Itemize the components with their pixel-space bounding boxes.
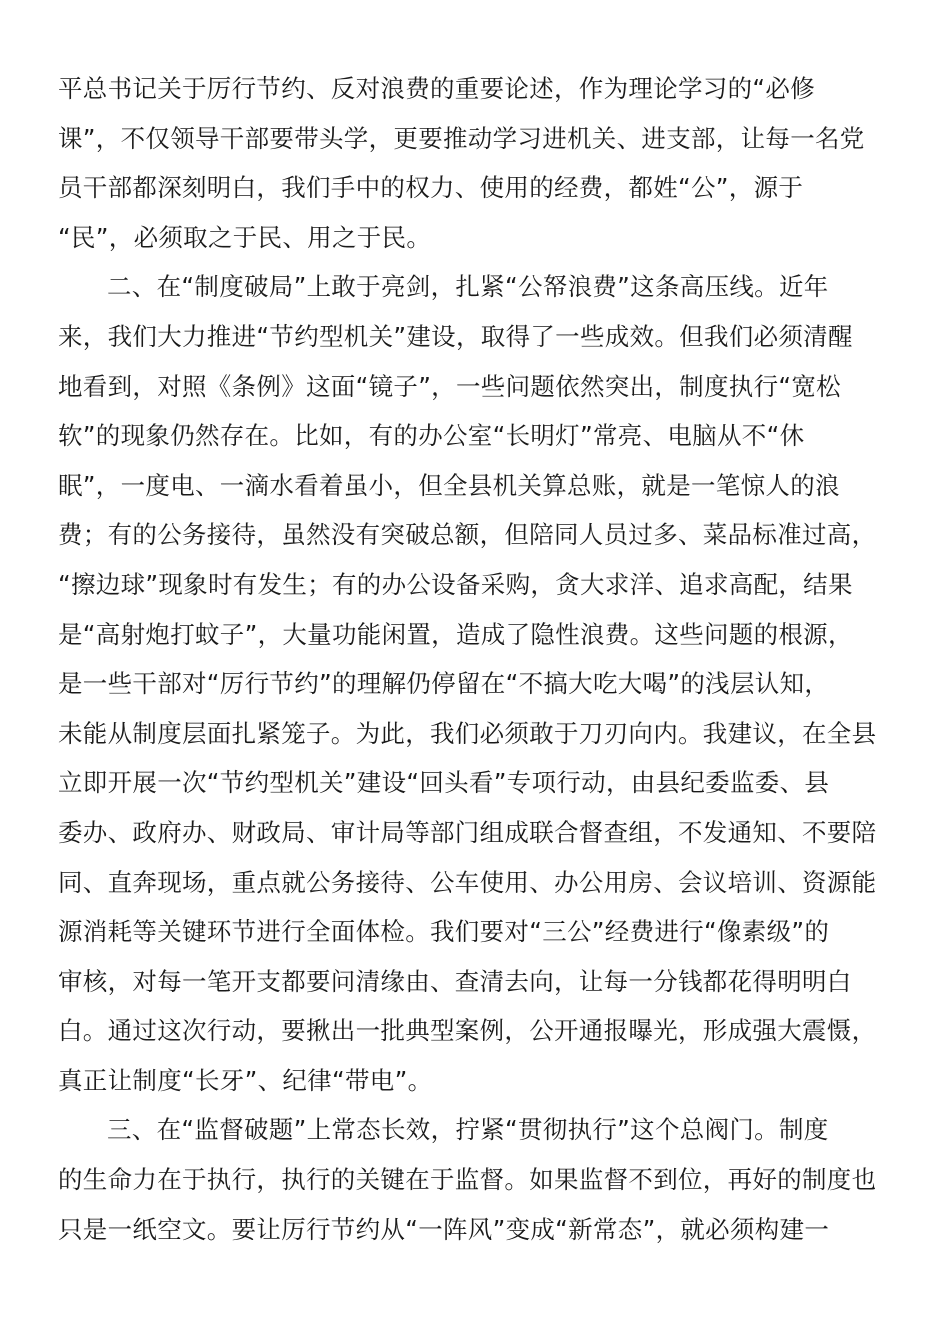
text-line: 未能从制度层面扎紧笼子。为此，我们必须敢于刀刃向内。我建议，在全县 <box>58 718 877 748</box>
text-line: 平总书记关于厉行节约、反对浪费的重要论述，作为理论学习的“必修 <box>58 74 815 103</box>
text-line: 立即开展一次“节约型机关”建设“回头看”专项行动，由县纪委监委、县 <box>58 768 830 798</box>
text-line: 三、在“监督破题”上常态长效，拧紧“贯彻执行”这个总阀门。制度 <box>107 1115 829 1145</box>
text-line: 的生命力在于执行，执行的关键在于监督。如果监督不到位，再好的制度也 <box>58 1165 877 1195</box>
text-line: 委办、政府办、财政局、审计局等部门组成联合督查组，不发通知、不要陪 <box>58 817 877 847</box>
paragraph-section-three <box>58 1105 880 1254</box>
text-line: 审核，对每一笔开支都要问清缘由、查清去向，让每一分钱都花得明明白 <box>58 966 852 996</box>
text-line: 软”的现象仍然存在。比如，有的办公室“长明灯”常亮、电脑从不“休 <box>58 421 805 451</box>
text-line: 眠”，一度电、一滴水看着虽小，但全县机关算总账，就是一笔惊人的浪 <box>58 470 840 500</box>
text-line: 真正让制度“长牙”、纪律“带电”。 <box>58 1065 433 1095</box>
text-line: 二、在“制度破局”上敢于亮剑，扎紧“公帑浪费”这条高压线。近年 <box>107 272 829 302</box>
text-line: 是“高射炮打蚊子”，大量功能闲置，造成了隐性浪费。这些问题的根源， <box>58 619 853 649</box>
text-line: 课”，不仅领导干部要带头学，更要推动学习进机关、进支部，让每一名党 <box>58 123 865 153</box>
text-line: 是一些干部对“厉行节约”的理解仍停留在“不搞大吃大喝”的浅层认知， <box>58 669 830 699</box>
text-line: “民”，必须取之于民、用之于民。 <box>58 222 432 252</box>
text-line: 同、直奔现场，重点就公务接待、公车使用、办公用房、会议培训、资源能 <box>58 867 877 897</box>
text-line: 来，我们大力推进“节约型机关”建设，取得了一些成效。但我们必须清醒 <box>58 321 853 351</box>
text-line: 白。通过这次行动，要揪出一批典型案例，公开通报曝光，形成强大震慑， <box>58 1016 877 1046</box>
paragraph-continued <box>58 64 880 262</box>
document-page <box>58 64 880 1254</box>
text-line: 地看到，对照《条例》这面“镜子”，一些问题依然突出，制度执行“宽松 <box>58 371 841 401</box>
text-line: 费；有的公务接待，虽然没有突破总额，但陪同人员过多、菜品标准过高， <box>58 520 877 550</box>
text-line: 源消耗等关键环节进行全面体检。我们要对“三公”经费进行“像素级”的 <box>58 917 830 947</box>
text-line: 员干部都深刻明白，我们手中的权力、使用的经费，都姓“公”，源于 <box>58 173 804 203</box>
text-line: “擦边球”现象时有发生；有的办公设备采购，贪大求洋、追求高配，结果 <box>58 569 853 599</box>
text-line: 只是一纸空文。要让厉行节约从“一阵风”变成“新常态”，就必须构建一 <box>58 1214 830 1244</box>
paragraph-section-two <box>58 262 880 1105</box>
